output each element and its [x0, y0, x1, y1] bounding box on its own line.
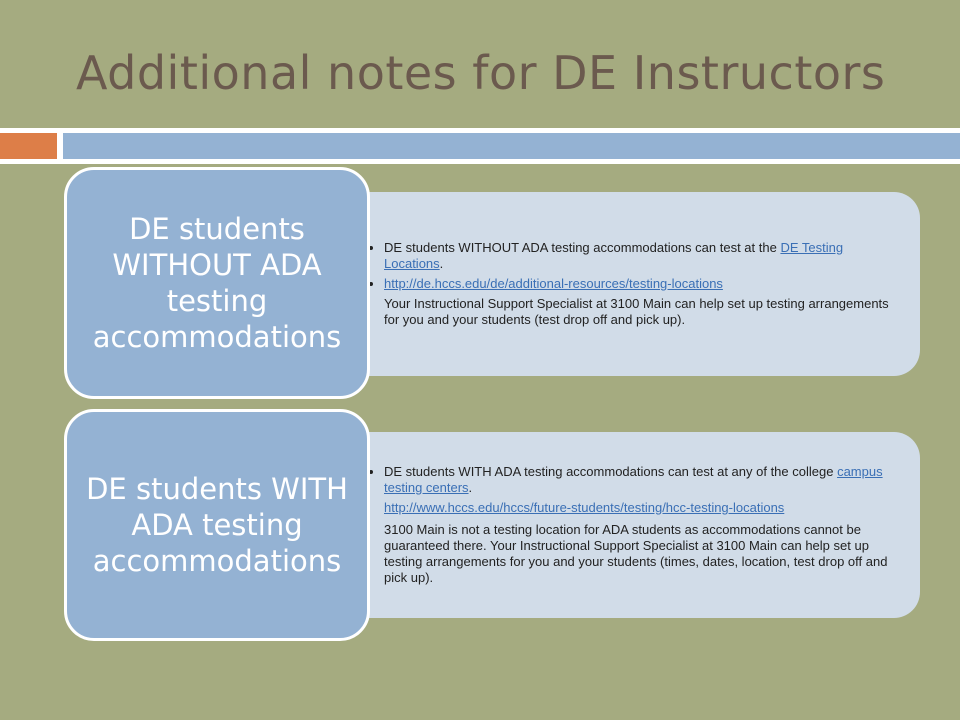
section2-heading-pill	[64, 409, 370, 641]
campus-testing-centers-link[interactable]: campus testing centers	[384, 464, 883, 495]
section1-heading: DE students WITHOUT ADA testing accommodations	[92, 212, 342, 354]
section1-bullet-locations	[384, 240, 896, 272]
section2-bullet1-end: .	[468, 480, 473, 495]
section1-bullet-url	[384, 276, 896, 292]
section2-bullet-list	[372, 464, 896, 500]
de-testing-locations-link[interactable]: DE Testing Locations	[384, 240, 844, 271]
section1-bullet1-end: .	[439, 256, 444, 271]
divider-accent-blue	[63, 133, 960, 159]
section1-heading-pill	[64, 167, 370, 399]
hcc-testing-locations-url-link[interactable]: http://www.hccs.edu/hccs/future-students/testing/hcc-testing-locations	[384, 500, 785, 515]
divider-accent-orange	[0, 133, 57, 159]
section1-note: Your Instructional Support Specialist at 3100 Main can help set up testing arrangements for you and your students (test drop off and pick up).	[384, 296, 889, 327]
section1-bullet-list	[372, 240, 896, 296]
section2-note: 3100 Main is not a testing location for ADA students as accommodations cannot be guaranteed there. Your Instructional Support Specialist at 3100 Main can help set up testing arrangements for you and your students (times, dates, location, test drop off and pick up).	[384, 522, 888, 585]
de-testing-locations-url-link[interactable]: http://de.hccs.edu/de/additional-resources/testing-locations	[384, 276, 723, 291]
section1-content-panel	[300, 192, 920, 376]
section2-heading: DE students WITH ADA testing accommodations	[86, 472, 348, 578]
section2-bullet1-text: DE students WITH ADA testing accommodations can test at any of the college	[384, 464, 838, 479]
section2-bullet-centers	[384, 464, 896, 496]
slide-title: Additional notes for DE Instructors	[76, 46, 886, 100]
section1-bullet1-text: DE students WITHOUT ADA testing accommodations can test at the	[384, 240, 781, 255]
section2-url-line	[372, 500, 896, 516]
section2-content-panel	[300, 432, 920, 618]
